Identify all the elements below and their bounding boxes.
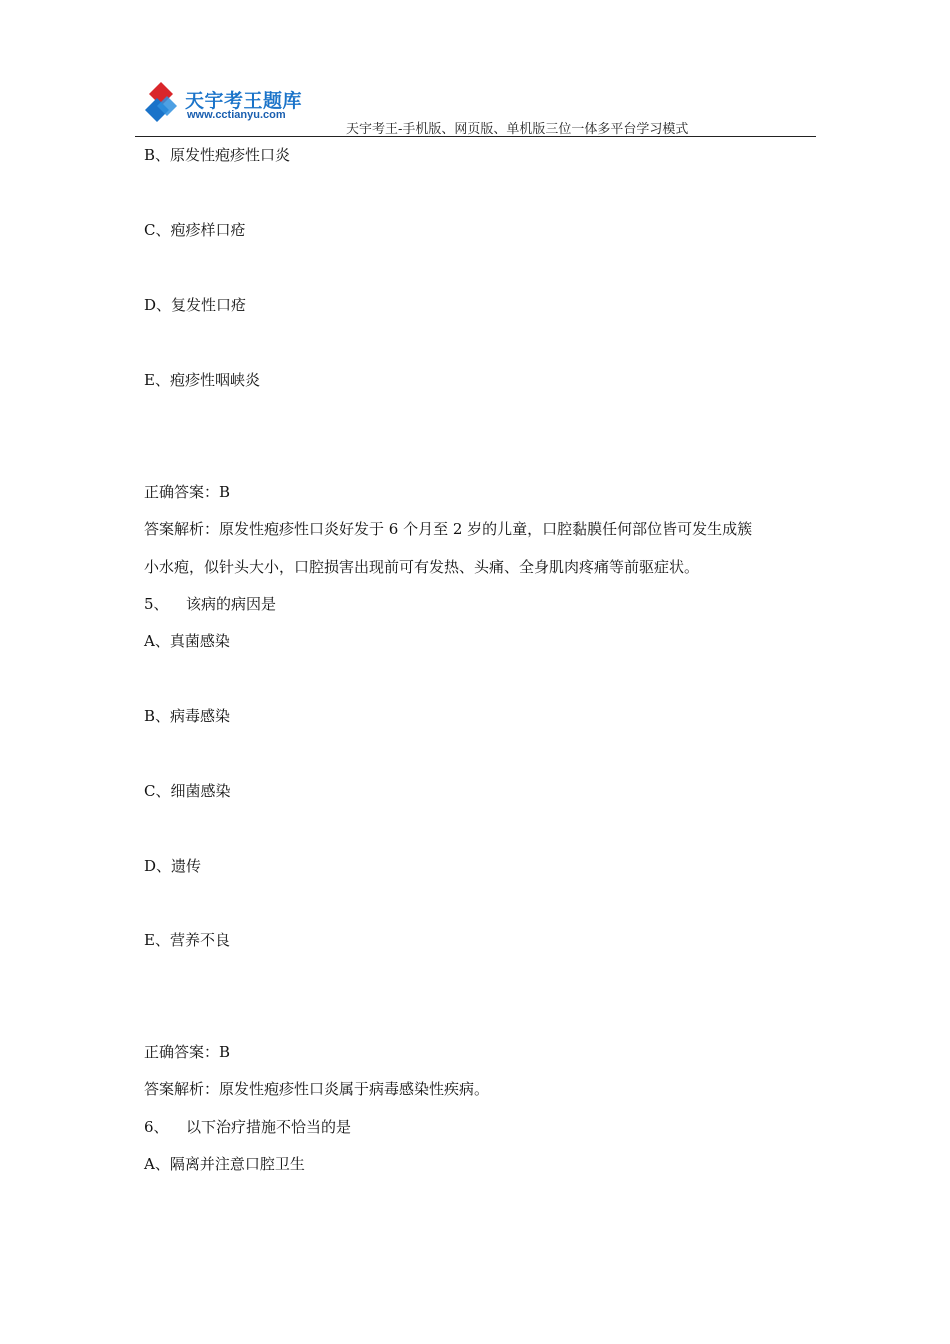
- q5-option-b: B、病毒感染: [144, 707, 231, 725]
- q5-option-c: C、细菌感染: [144, 782, 231, 800]
- q5-option-d: D、遗传: [144, 857, 202, 875]
- q6-option-a: A、隔离并注意口腔卫生: [144, 1155, 305, 1173]
- logo-icon: [143, 80, 183, 124]
- q5-number: 5、: [144, 595, 169, 613]
- logo-url: www.cctianyu.com: [187, 109, 286, 121]
- q4-analysis-line1: 答案解析：原发性疱疹性口炎好发于 6 个月至 2 岁的儿童，口腔黏膜任何部位皆可发生成簇: [144, 520, 753, 538]
- logo: [143, 80, 313, 126]
- page-header: [135, 78, 816, 137]
- q6-stem: 以下治疗措施不恰当的是: [186, 1118, 352, 1136]
- logo-title: 天宇考王题库: [185, 90, 303, 112]
- q5-stem-line: [144, 595, 276, 613]
- q5-option-e: E、营养不良: [144, 931, 230, 949]
- q4-option-e: E、疱疹性咽峡炎: [144, 371, 260, 389]
- q4-analysis-line2: 小水疱，似针头大小，口腔损害出现前可有发热、头痛、全身肌肉疼痛等前驱症状。: [144, 558, 700, 576]
- q6-number: 6、: [144, 1118, 169, 1136]
- q5-answer: 正确答案：B: [144, 1043, 231, 1061]
- q5-analysis: 答案解析：原发性疱疹性口炎属于病毒感染性疾病。: [144, 1080, 490, 1098]
- q4-option-b: B、原发性疱疹性口炎: [144, 146, 291, 164]
- q4-option-c: C、疱疹样口疮: [144, 221, 246, 239]
- q5-stem: 该病的病因是: [186, 595, 277, 613]
- q5-option-a: A、真菌感染: [144, 632, 230, 650]
- q6-stem-line: [144, 1118, 351, 1136]
- header-slogan: 天宇考王-手机版、网页版、单机版三位一体多平台学习模式: [346, 122, 689, 137]
- q4-answer: 正确答案：B: [144, 483, 231, 501]
- q4-option-d: D、复发性口疮: [144, 296, 247, 314]
